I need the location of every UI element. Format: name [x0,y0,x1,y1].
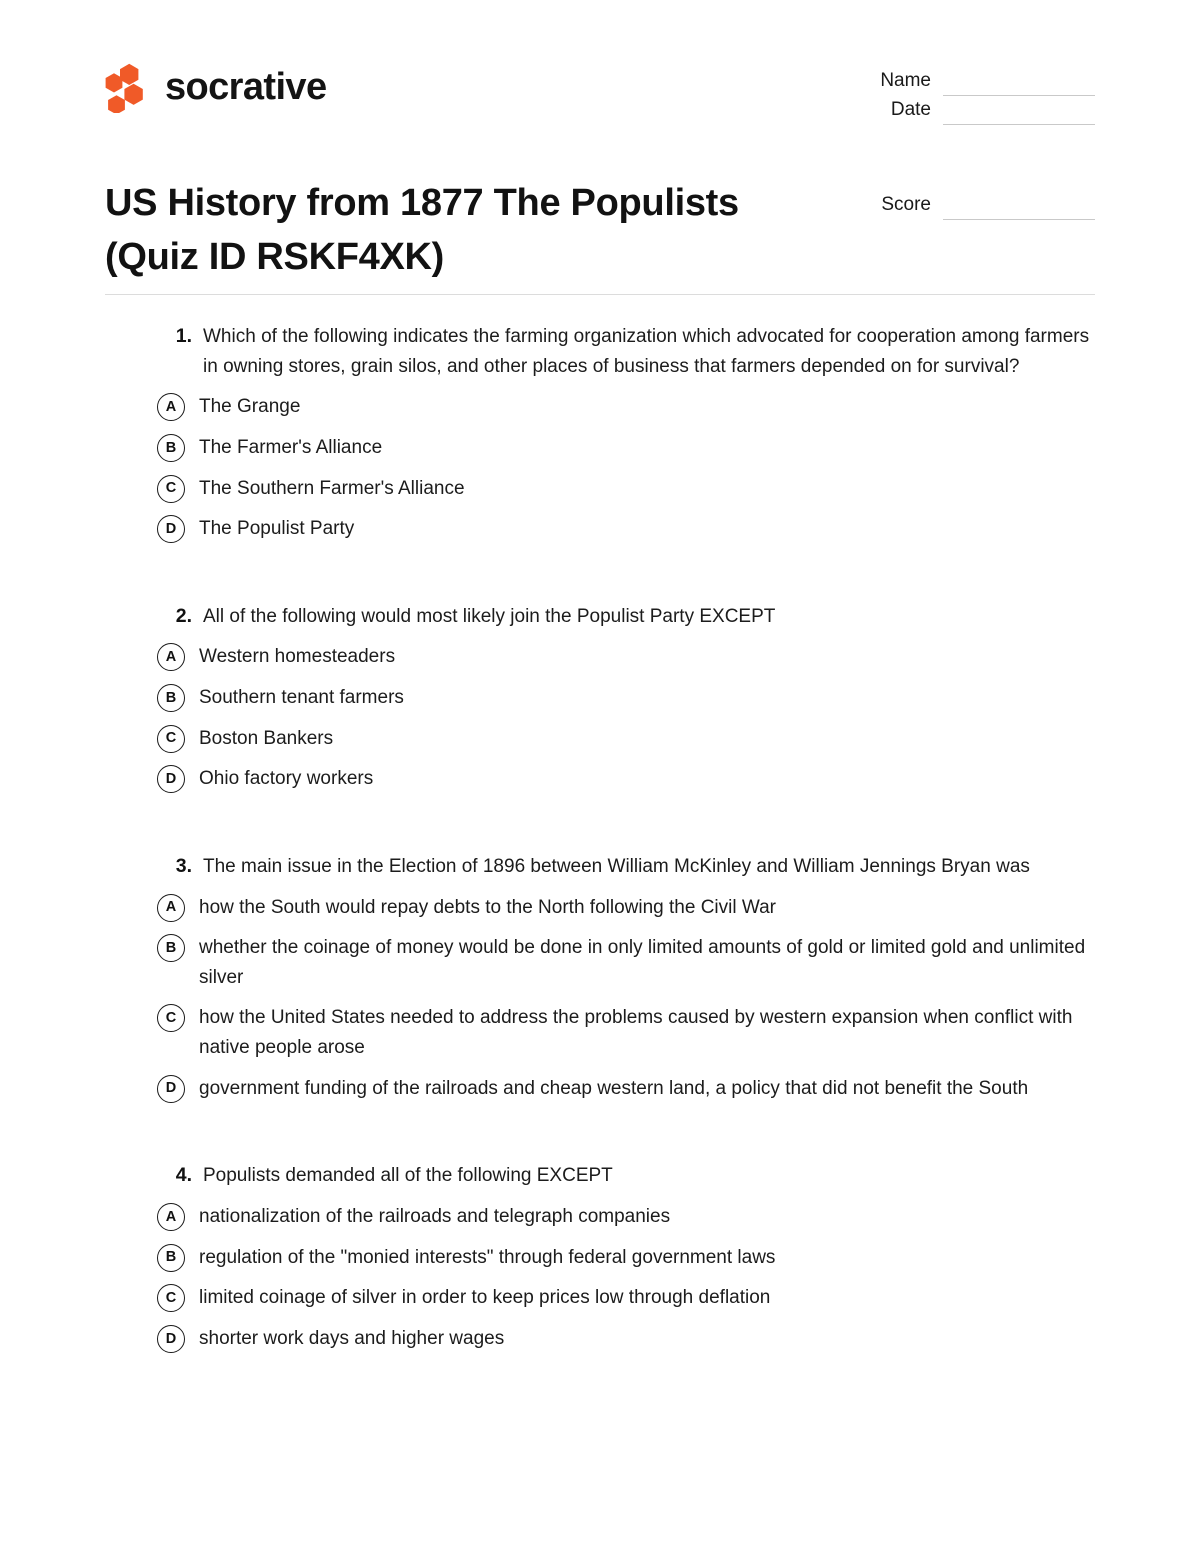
question-heading [0,322,1200,381]
option-bubble-c[interactable]: C [157,1004,185,1032]
option-bubble-b[interactable]: B [157,934,185,962]
question-number: 1. [175,325,192,347]
name-label: Name [880,70,931,91]
answer-option[interactable] [0,1003,1200,1062]
option-text: shorter work days and higher wages [199,1327,505,1349]
option-text: how the South would repay debts to the North following the Civil War [199,896,776,918]
date-label: Date [890,99,931,120]
option-text: how the United States needed to address the problems caused by western expansion when conflict with native people arose [199,1007,1073,1058]
question-heading [0,602,1200,632]
option-bubble-a[interactable]: A [157,894,185,922]
option-text: The Farmer's Alliance [199,436,383,458]
answer-option[interactable] [0,1324,1200,1354]
option-text: Ohio factory workers [199,768,374,790]
score-label: Score [881,194,931,215]
answer-option[interactable] [0,764,1200,794]
option-text: The Populist Party [199,518,355,540]
option-bubble-c[interactable]: C [157,725,185,753]
date-write-line[interactable] [943,123,1095,125]
option-bubble-c[interactable]: C [157,1284,185,1312]
option-text: The Southern Farmer's Alliance [199,477,465,499]
option-text: nationalization of the railroads and telegraph companies [199,1205,671,1227]
answer-option[interactable] [0,642,1200,672]
brand-wordmark: socrative [165,66,327,108]
option-bubble-b[interactable]: B [157,1244,185,1272]
date-row [855,99,1095,128]
option-text: limited coinage of silver in order to keep prices low through deflation [199,1287,771,1309]
name-write-line[interactable] [943,94,1095,96]
question-text: All of the following would most likely join the Populist Party EXCEPT [203,605,776,627]
question-number: 3. [175,854,192,877]
answer-option[interactable] [0,683,1200,713]
option-text: Western homesteaders [199,646,396,668]
question-text: The main issue in the Election of 1896 between William McKinley and William Jennings Bryan was [203,855,1030,877]
option-text: whether the coinage of money would be done in only limited amounts of gold or limited gold and unlimited silver [199,937,1086,988]
answer-option[interactable] [0,474,1200,504]
question-text: Populists demanded all of the following EXCEPT [203,1165,613,1187]
answer-option[interactable] [0,392,1200,422]
question-block [0,602,1200,794]
answer-option[interactable] [0,724,1200,754]
answer-option[interactable] [0,514,1200,544]
page-title: US History from 1877 The Populists (Quiz ID RSKF4XK) [105,182,739,279]
option-bubble-d[interactable]: D [157,1075,185,1103]
answer-option[interactable] [0,893,1200,923]
score-row [855,194,1095,223]
question-block [0,852,1200,1103]
option-bubble-d[interactable]: D [157,515,185,543]
option-text: The Grange [199,396,301,418]
option-text: Southern tenant farmers [199,687,404,708]
question-number: 2. [175,604,192,627]
question-heading [0,1161,1200,1191]
name-row [855,70,1095,99]
option-bubble-a[interactable]: A [157,1203,185,1231]
question-heading [0,852,1200,882]
option-text: government funding of the railroads and cheap western land, a policy that did not benefit the South [199,1077,1029,1099]
question-block [0,1161,1200,1353]
option-bubble-d[interactable]: D [157,1325,185,1353]
answer-option[interactable] [0,433,1200,463]
socrative-brand [105,63,326,113]
option-bubble-b[interactable]: B [157,684,185,712]
option-text: Boston Bankers [199,727,334,749]
answer-option[interactable] [0,933,1200,992]
question-text: Which of the following indicates the farming organization which advocated for cooperation among farmers in owning stores, grain silos, and other places of business that farmers depended on for survival? [203,326,1090,377]
question-number: 4. [175,1164,192,1187]
option-bubble-c[interactable]: C [157,475,185,503]
question-block [0,322,1200,544]
answer-option[interactable] [0,1243,1200,1273]
student-info-block [855,70,1095,223]
answer-option[interactable] [0,1283,1200,1313]
socrative-hexagon-logo-icon [105,63,151,113]
questions-list [0,322,1200,1411]
option-bubble-d[interactable]: D [157,765,185,793]
option-text: regulation of the "monied interests" through federal government laws [199,1246,776,1268]
header-divider [105,294,1095,295]
answer-option[interactable] [0,1202,1200,1232]
answer-option[interactable] [0,1074,1200,1104]
option-bubble-a[interactable]: A [157,393,185,421]
option-bubble-a[interactable]: A [157,643,185,671]
option-bubble-b[interactable]: B [157,434,185,462]
score-write-line[interactable] [943,218,1095,220]
